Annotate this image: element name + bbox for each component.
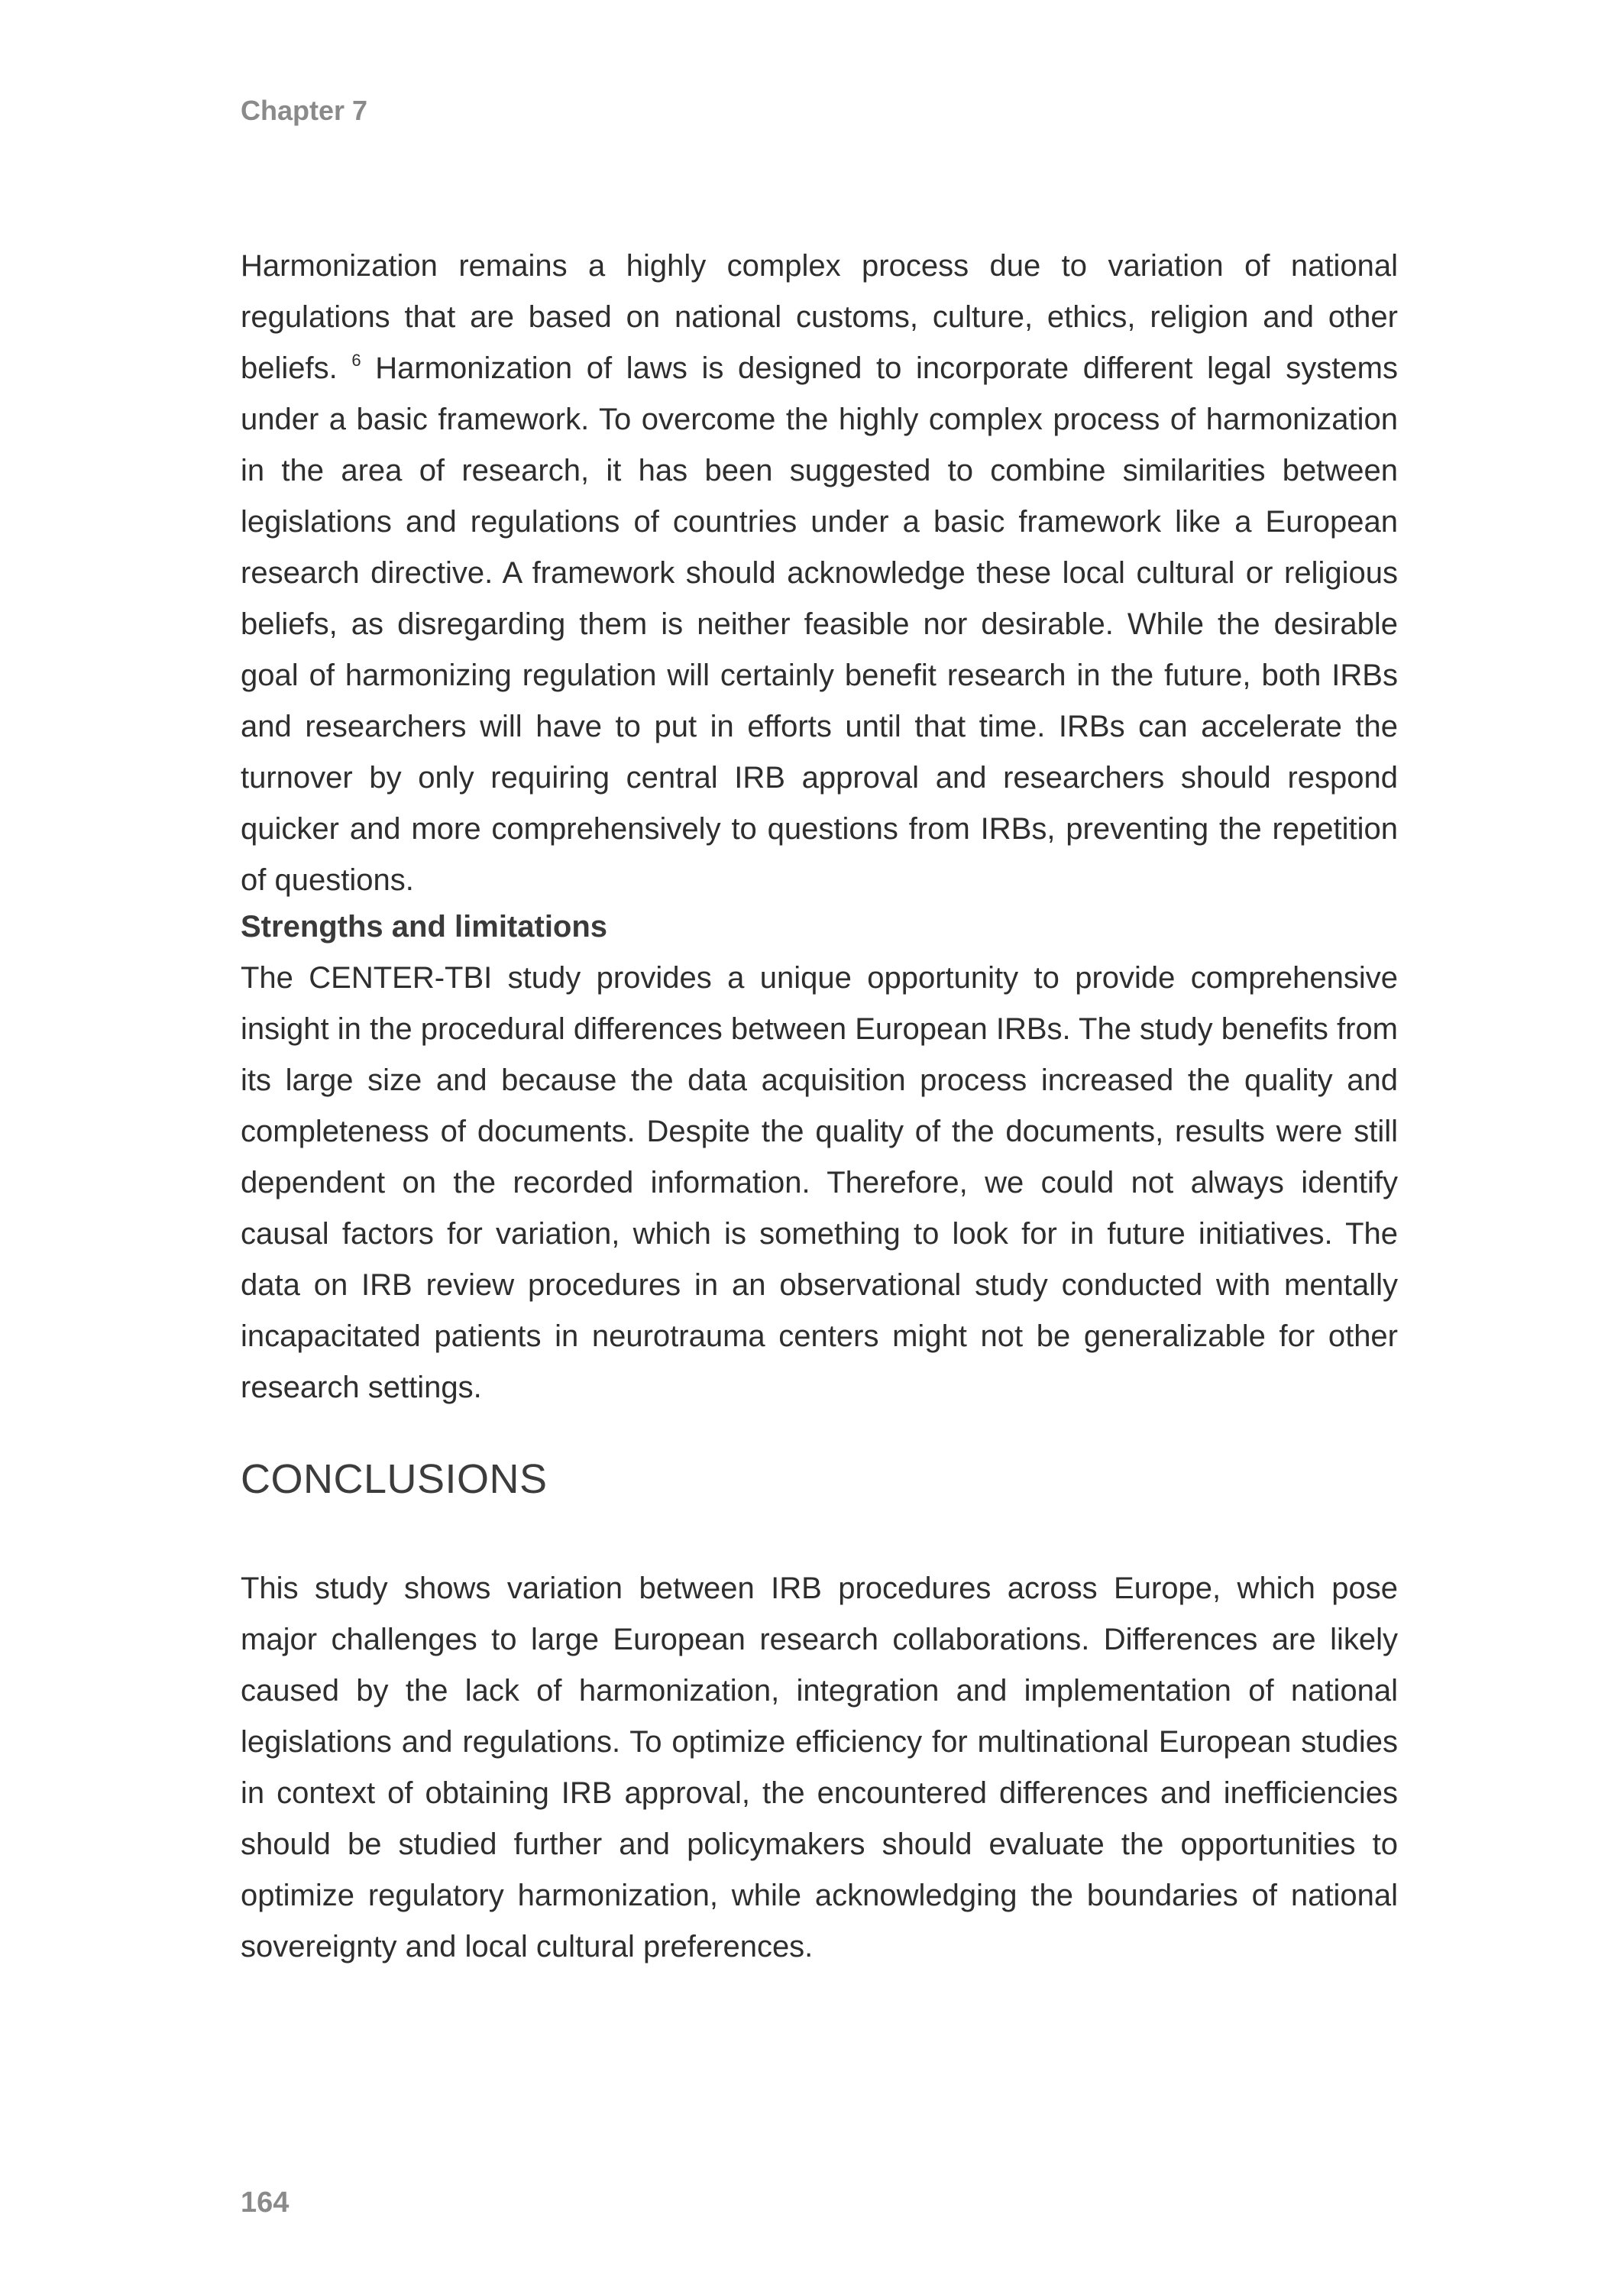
running-head: Chapter 7	[241, 95, 368, 126]
conclusions-section	[241, 1563, 1398, 1973]
strengths-heading: Strengths and limitations	[241, 910, 608, 944]
citation-reference: 6	[351, 351, 361, 370]
harmonization-text-part-b: Harmonization of laws is designed to incorporate different legal systems under a basic framework. To overcome the highly complex process of harmonization in the area of research, it has been suggested to combine similarities between legislations and regulations of countries under a basic framework like a European research directive. A framework should acknowledge these local cultural or religious beliefs, as disregarding them is neither feasible nor desirable. While the desirable goal of harmonizing regulation will certainly benefit research in the future, both IRBs and researchers will have to put in efforts until that time. IRBs can accelerate the turnover by only requiring central IRB approval and researchers should respond quicker and more comprehensively to questions from IRBs, preventing the repetition of questions.	[241, 351, 1398, 897]
strengths-section	[241, 902, 1398, 1413]
conclusions-heading: CONCLUSIONS	[241, 1456, 548, 1502]
conclusions-paragraph: This study shows variation between IRB procedures across Europe, which pose major challenges to large European research collaborations. Differences are likely caused by the lack of harmonization, integration and implementation of national legislations and regulations. To optimize efficiency for multinational European studies in context of obtaining IRB approval, the encountered differences and inefficiencies should be studied further and policymakers should evaluate the opportunities to optimize regulatory harmonization, while acknowledging the boundaries of national sovereignty and local cultural preferences.	[241, 1572, 1398, 1963]
harmonization-text-part-a: Harmonization remains a highly complex process due to variation of national regulations that are based on national customs, culture, ethics, religion and other beliefs.	[241, 249, 1398, 385]
page-number: 164	[241, 2187, 290, 2219]
discussion-section	[241, 241, 1398, 906]
harmonization-paragraph	[241, 241, 1398, 906]
strengths-paragraph: The CENTER-TBI study provides a unique opportunity to provide comprehensive insight in the procedural differences between European IRBs. The study benefits from its large size and because the data acquisition process increased the quality and completeness of documents. Despite the quality of the documents, results were still dependent on the recorded information. Therefore, we could not always identify causal factors for variation, which is something to look for in future initiatives. The data on IRB review procedures in an observational study conducted with mentally incapacitated patients in neurotrauma centers might not be generalizable for other research settings.	[241, 961, 1398, 1404]
